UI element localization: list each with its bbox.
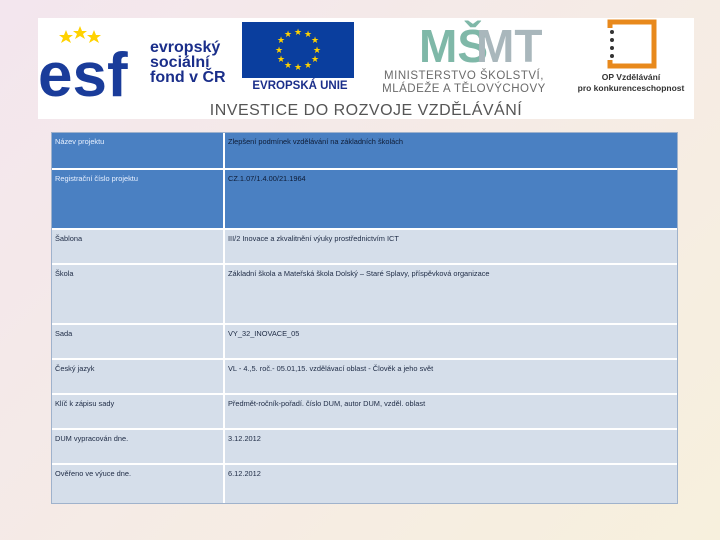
eu-flag-icon (242, 22, 354, 78)
row-label: Sada (52, 325, 225, 358)
esf-line-1: evropský (150, 39, 221, 56)
msmt-line-2: MLÁDEŽE A TĚLOVÝCHOVY (382, 83, 546, 95)
table-row (52, 230, 677, 263)
row-value: 6.12.2012 (225, 465, 677, 503)
row-value: Základní škola a Mateřská škola Dolský – Staré Splavy, příspěvková organizace (225, 265, 677, 323)
project-info-table (51, 132, 678, 504)
esf-logo (38, 26, 238, 106)
svg-text:★: ★ (303, 30, 313, 40)
op-label (568, 72, 694, 94)
row-value: VL - 4.,5. roč.- 05.01,15. vzdělávací oblast - Člověk a jeho svět (225, 360, 677, 393)
row-value: Zlepšení podmínek vzdělávání na základních školách (225, 133, 677, 168)
table-row (52, 133, 677, 168)
svg-text:★: ★ (283, 61, 293, 71)
svg-text:★: ★ (283, 30, 293, 40)
op-logo (568, 18, 694, 102)
row-value: Předmět-ročník-pořadí. číslo DUM, autor DUM, vzděl. oblast (225, 395, 677, 428)
svg-text:MŠ: MŠ (419, 20, 488, 68)
table-row (52, 360, 677, 393)
op-line-2: pro konkurenceschopnost (577, 83, 685, 93)
row-value: 3.12.2012 (225, 430, 677, 463)
msmt-line-1: MINISTERSTVO ŠKOLSTVÍ, (384, 70, 544, 82)
header-banner (38, 18, 694, 119)
eu-logo (242, 22, 358, 102)
svg-text:★: ★ (293, 63, 303, 73)
esf-line-3: fond v ČR (150, 69, 226, 86)
table-row (52, 395, 677, 428)
table-row (52, 325, 677, 358)
row-label: Klíč k zápisu sady (52, 395, 225, 428)
esf-line-2: sociální (150, 54, 210, 71)
svg-text:★: ★ (303, 61, 313, 71)
svg-text:★: ★ (293, 28, 303, 38)
svg-text:★: ★ (276, 55, 286, 65)
svg-text:MT: MT (476, 20, 543, 68)
op-line-1: OP Vzdělávání (601, 72, 661, 82)
table-row (52, 430, 677, 463)
svg-text:★: ★ (276, 36, 286, 46)
row-label: Šablona (52, 230, 225, 263)
banner-tagline: INVESTICE DO ROZVOJE VZDĚLÁVÁNÍ (209, 102, 523, 119)
row-label: Český jazyk (52, 360, 225, 393)
op-mark-icon (568, 18, 694, 70)
table-row (52, 465, 677, 503)
eu-label: EVROPSKÁ UNIE (252, 80, 348, 92)
svg-text:esf: esf (38, 41, 128, 106)
row-label: Registrační číslo projektu (52, 170, 225, 228)
msmt-logo (364, 18, 564, 102)
row-label: Název projektu (52, 133, 225, 168)
svg-text:★: ★ (310, 36, 320, 46)
esf-label (150, 40, 226, 85)
svg-text:★: ★ (310, 55, 320, 65)
table-row (52, 265, 677, 323)
msmt-label (364, 70, 564, 96)
row-label: Škola (52, 265, 225, 323)
table-row (52, 170, 677, 228)
row-label: Ověřeno ve výuce dne. (52, 465, 225, 503)
svg-text:★: ★ (312, 46, 322, 56)
msmt-mark-icon (364, 18, 564, 68)
row-value: CZ.1.07/1.4.00/21.1964 (225, 170, 677, 228)
row-value: VY_32_INOVACE_05 (225, 325, 677, 358)
row-label: DUM vypracován dne. (52, 430, 225, 463)
row-value: III/2 Inovace a zkvalitnění výuky prostřednictvím ICT (225, 230, 677, 263)
esf-mark-icon (38, 26, 148, 106)
svg-text:★: ★ (274, 46, 284, 56)
